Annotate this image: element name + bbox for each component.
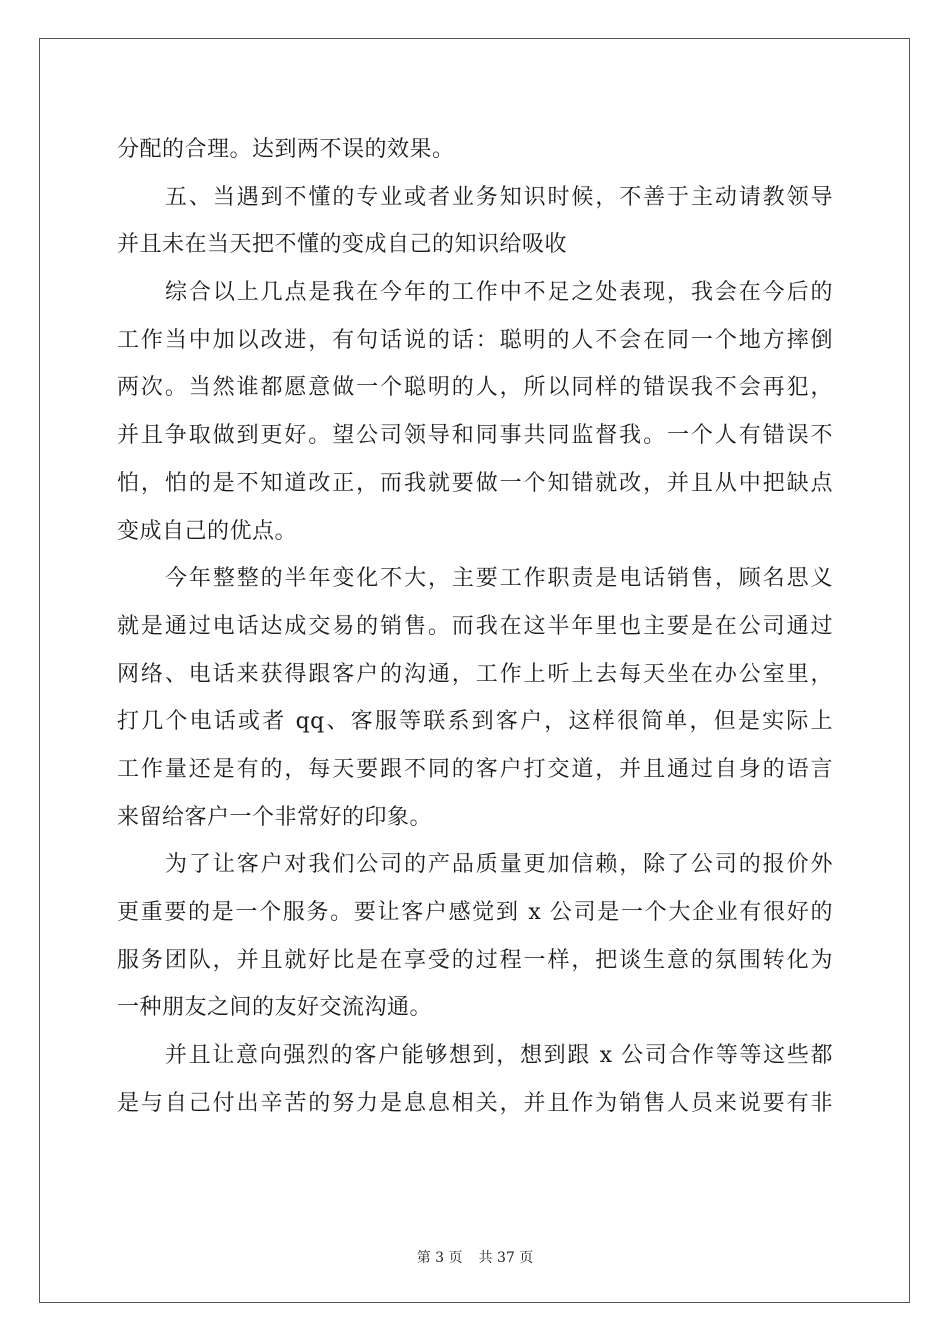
text-line: 综合以上几点是我在今年的工作中不足之处表现，我会在今后的 — [165, 280, 833, 306]
text-line: 更重要的是一个服务。要让客户感觉到 x 公司是一个大企业有很好的 — [117, 900, 833, 925]
text-line: 一种朋友之间的友好交流沟通。 — [117, 995, 433, 1021]
text-line: 并且争取做到更好。望公司领导和同事共同监督我。一个人有错误不 — [117, 423, 833, 449]
text-line: 五、当遇到不懂的专业或者业务知识时候，不善于主动请教领导 — [165, 184, 833, 210]
text-line: 今年整整的半年变化不大，主要工作职责是电话销售，顾名思义 — [165, 566, 833, 592]
text-line: 工作当中加以改进，有句话说的话：聪明的人不会在同一个地方摔倒 — [117, 327, 833, 353]
text-line: 怕，怕的是不知道改正，而我就要做一个知错就改，并且从中把缺点 — [117, 470, 833, 496]
text-line: 就是通过电话达成交易的销售。而我在这半年里也主要是在公司通过 — [117, 613, 833, 639]
text-line: 两次。当然谁都愿意做一个聪明的人，所以同样的错误我不会再犯， — [117, 375, 833, 401]
page-number: 第 3 页 — [416, 1250, 463, 1266]
text-line: 服务团队，并且就好比是在享受的过程一样，把谈生意的氛围转化为 — [117, 947, 833, 973]
text-line: 是与自己付出辛苦的努力是息息相关，并且作为销售人员来说要有非 — [117, 1090, 833, 1116]
document-body — [117, 126, 833, 1127]
text-line: 变成自己的优点。 — [117, 518, 298, 544]
text-line: 来留给客户一个非常好的印象。 — [117, 804, 433, 830]
text-line: 打几个电话或者 qq、客服等联系到客户，这样很简单，但是实际上 — [117, 709, 833, 735]
text-line: 并且未在当天把不懂的变成自己的知识给吸收 — [117, 232, 568, 258]
text-line: 分配的合理。达到两不误的效果。 — [117, 137, 455, 162]
page-footer — [0, 1247, 950, 1267]
text-line: 并且让意向强烈的客户能够想到，想到跟 x 公司合作等等这些都 — [165, 1043, 833, 1069]
text-line: 为了让客户对我们公司的产品质量更加信赖，除了公司的报价外 — [165, 852, 833, 878]
page-total: 共 37 页 — [478, 1250, 534, 1266]
text-line: 网络、电话来获得跟客户的沟通，工作上听上去每天坐在办公室里， — [117, 661, 833, 687]
text-line: 工作量还是有的，每天要跟不同的客户打交道，并且通过自身的语言 — [117, 756, 833, 782]
